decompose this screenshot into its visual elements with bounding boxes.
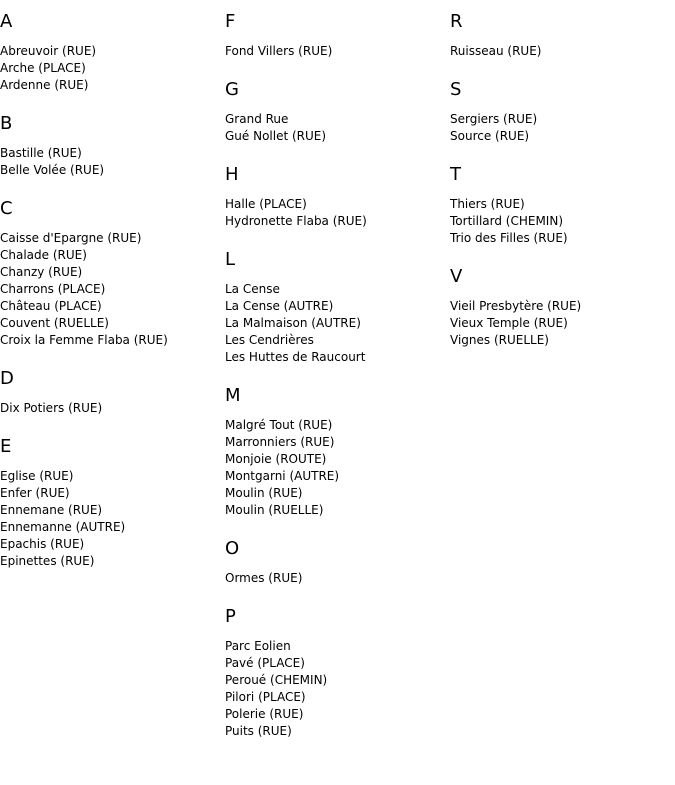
street-link[interactable]: Abreuvoir (RUE)	[0, 44, 97, 58]
street-link[interactable]: Chalade (RUE)	[0, 248, 87, 262]
street-link[interactable]: Vieux Temple (RUE)	[450, 316, 568, 330]
list-item	[0, 60, 225, 77]
street-link[interactable]: Pilori (PLACE)	[225, 690, 306, 704]
street-list	[225, 417, 450, 519]
street-link[interactable]: Hydronette Flaba (RUE)	[225, 214, 367, 228]
list-item	[225, 332, 450, 349]
street-link[interactable]: Dix Potiers (RUE)	[0, 401, 103, 415]
street-link[interactable]: Vignes (RUELLE)	[450, 333, 549, 347]
list-item	[450, 196, 675, 213]
list-item	[225, 111, 450, 128]
street-list	[225, 196, 450, 230]
street-list	[450, 111, 675, 145]
list-item	[225, 417, 450, 434]
letter-heading: G	[225, 79, 239, 100]
street-link[interactable]: Thiers (RUE)	[450, 197, 525, 211]
street-list	[225, 43, 450, 60]
letter-group-c	[0, 196, 225, 349]
letter-heading: F	[225, 11, 236, 32]
street-list	[450, 298, 675, 349]
list-item	[225, 298, 450, 315]
street-link[interactable]: Les Cendrières	[225, 333, 314, 347]
street-link[interactable]: Caisse d'Epargne (RUE)	[0, 231, 142, 245]
list-item	[225, 706, 450, 723]
street-link[interactable]: Ruisseau (RUE)	[450, 44, 542, 58]
letter-heading: L	[225, 249, 236, 270]
street-link[interactable]: Puits (RUE)	[225, 724, 292, 738]
letter-heading: P	[225, 606, 236, 627]
letter-heading: D	[0, 368, 14, 389]
street-link[interactable]: Epinettes (RUE)	[0, 554, 95, 568]
letter-group-s	[450, 77, 675, 145]
list-item	[0, 332, 225, 349]
letter-group-v	[450, 264, 675, 349]
letter-heading: A	[0, 11, 13, 32]
street-link[interactable]: Château (PLACE)	[0, 299, 102, 313]
letter-group-r	[450, 9, 675, 60]
street-link[interactable]: Bastille (RUE)	[0, 146, 82, 160]
list-item	[225, 570, 450, 587]
street-link[interactable]: Ennemane (RUE)	[0, 503, 103, 517]
list-item	[0, 264, 225, 281]
street-link[interactable]: Malgré Tout (RUE)	[225, 418, 333, 432]
street-link[interactable]: Fond Villers (RUE)	[225, 44, 333, 58]
letter-group-e	[0, 434, 225, 570]
street-link[interactable]: Charrons (PLACE)	[0, 282, 106, 296]
list-item	[225, 128, 450, 145]
list-item	[0, 502, 225, 519]
street-link[interactable]: Croix la Femme Flaba (RUE)	[0, 333, 168, 347]
street-list	[0, 145, 225, 179]
list-item	[225, 638, 450, 655]
list-item	[225, 315, 450, 332]
street-link[interactable]: Ennemanne (AUTRE)	[0, 520, 126, 534]
letter-heading: C	[0, 198, 13, 219]
street-link[interactable]: Chanzy (RUE)	[0, 265, 83, 279]
list-item	[450, 213, 675, 230]
list-item	[0, 485, 225, 502]
letter-heading: M	[225, 385, 241, 406]
street-list	[225, 111, 450, 145]
list-item	[0, 281, 225, 298]
letter-heading: V	[450, 266, 463, 287]
list-item	[225, 485, 450, 502]
list-item	[225, 502, 450, 519]
list-item	[225, 349, 450, 366]
street-link[interactable]: La Cense	[225, 282, 280, 296]
list-item	[0, 553, 225, 570]
list-item	[450, 298, 675, 315]
street-list	[0, 43, 225, 94]
letter-group-g	[225, 77, 450, 145]
street-link[interactable]: Grand Rue	[225, 112, 289, 126]
list-item	[0, 519, 225, 536]
letter-group-o	[225, 536, 450, 587]
letter-group-t	[450, 162, 675, 247]
list-item	[0, 162, 225, 179]
letter-group-b	[0, 111, 225, 179]
street-link[interactable]: Marronniers (RUE)	[225, 435, 335, 449]
list-item	[0, 400, 225, 417]
list-item	[0, 43, 225, 60]
street-link[interactable]: Trio des Filles (RUE)	[450, 231, 568, 245]
list-item	[225, 689, 450, 706]
directory-column-2	[225, 9, 450, 757]
list-item	[0, 536, 225, 553]
street-list	[225, 570, 450, 587]
list-item	[450, 128, 675, 145]
street-link[interactable]: Ormes (RUE)	[225, 571, 303, 585]
street-link[interactable]: Les Huttes de Raucourt	[225, 350, 366, 364]
list-item	[450, 111, 675, 128]
list-item	[225, 723, 450, 740]
list-item	[0, 247, 225, 264]
street-link[interactable]: Epachis (RUE)	[0, 537, 85, 551]
list-item	[225, 468, 450, 485]
street-link[interactable]: Gué Nollet (RUE)	[225, 129, 327, 143]
street-link[interactable]: Monjoie (ROUTE)	[225, 452, 327, 466]
list-item	[450, 230, 675, 247]
street-link[interactable]: Pavé (PLACE)	[225, 656, 305, 670]
street-list	[0, 468, 225, 570]
street-list	[0, 400, 225, 417]
list-item	[0, 77, 225, 94]
street-link[interactable]: Eglise (RUE)	[0, 469, 74, 483]
list-item	[0, 298, 225, 315]
list-item	[0, 145, 225, 162]
street-link[interactable]: Enfer (RUE)	[0, 486, 70, 500]
street-link[interactable]: Ardenne (RUE)	[0, 78, 89, 92]
list-item	[450, 315, 675, 332]
street-list	[450, 43, 675, 60]
street-link[interactable]: Moulin (RUELLE)	[225, 503, 324, 517]
letter-group-a	[0, 9, 225, 94]
list-item	[0, 230, 225, 247]
street-link[interactable]: Moulin (RUE)	[225, 486, 303, 500]
list-item	[0, 315, 225, 332]
street-link[interactable]: Polerie (RUE)	[225, 707, 304, 721]
street-link[interactable]: Vieil Presbytère (RUE)	[450, 299, 582, 313]
letter-group-d	[0, 366, 225, 417]
letter-group-m	[225, 383, 450, 519]
street-list	[225, 638, 450, 740]
street-link[interactable]: Arche (PLACE)	[0, 61, 86, 75]
street-link[interactable]: Couvent (RUELLE)	[0, 316, 109, 330]
street-link[interactable]: La Cense (AUTRE)	[225, 299, 334, 313]
list-item	[450, 43, 675, 60]
list-item	[225, 451, 450, 468]
street-link[interactable]: Peroué (CHEMIN)	[225, 673, 328, 687]
street-link[interactable]: Halle (PLACE)	[225, 197, 307, 211]
street-list	[450, 196, 675, 247]
letter-heading: E	[0, 436, 12, 457]
letter-group-p	[225, 604, 450, 740]
street-link[interactable]: Source (RUE)	[450, 129, 530, 143]
letter-group-l	[225, 247, 450, 366]
street-link[interactable]: La Malmaison (AUTRE)	[225, 316, 361, 330]
list-item	[225, 43, 450, 60]
directory-column-1	[0, 9, 225, 587]
letter-heading: T	[450, 164, 461, 185]
street-link[interactable]: Tortillard (CHEMIN)	[450, 214, 563, 228]
street-link[interactable]: Sergiers (RUE)	[450, 112, 538, 126]
letter-heading: B	[0, 113, 13, 134]
list-item	[225, 196, 450, 213]
list-item	[225, 672, 450, 689]
street-list	[225, 281, 450, 366]
list-item	[450, 332, 675, 349]
letter-heading: O	[225, 538, 240, 559]
list-item	[225, 655, 450, 672]
letter-group-h	[225, 162, 450, 230]
street-link[interactable]: Belle Volée (RUE)	[0, 163, 105, 177]
letter-heading: R	[450, 11, 463, 32]
list-item	[0, 468, 225, 485]
street-link[interactable]: Parc Eolien	[225, 639, 291, 653]
letter-heading: H	[225, 164, 239, 185]
street-list	[0, 230, 225, 349]
letter-heading: S	[450, 79, 462, 100]
street-link[interactable]: Montgarni (AUTRE)	[225, 469, 340, 483]
letter-group-f	[225, 9, 450, 60]
list-item	[225, 213, 450, 230]
list-item	[225, 281, 450, 298]
list-item	[225, 434, 450, 451]
directory-column-3	[450, 9, 675, 366]
